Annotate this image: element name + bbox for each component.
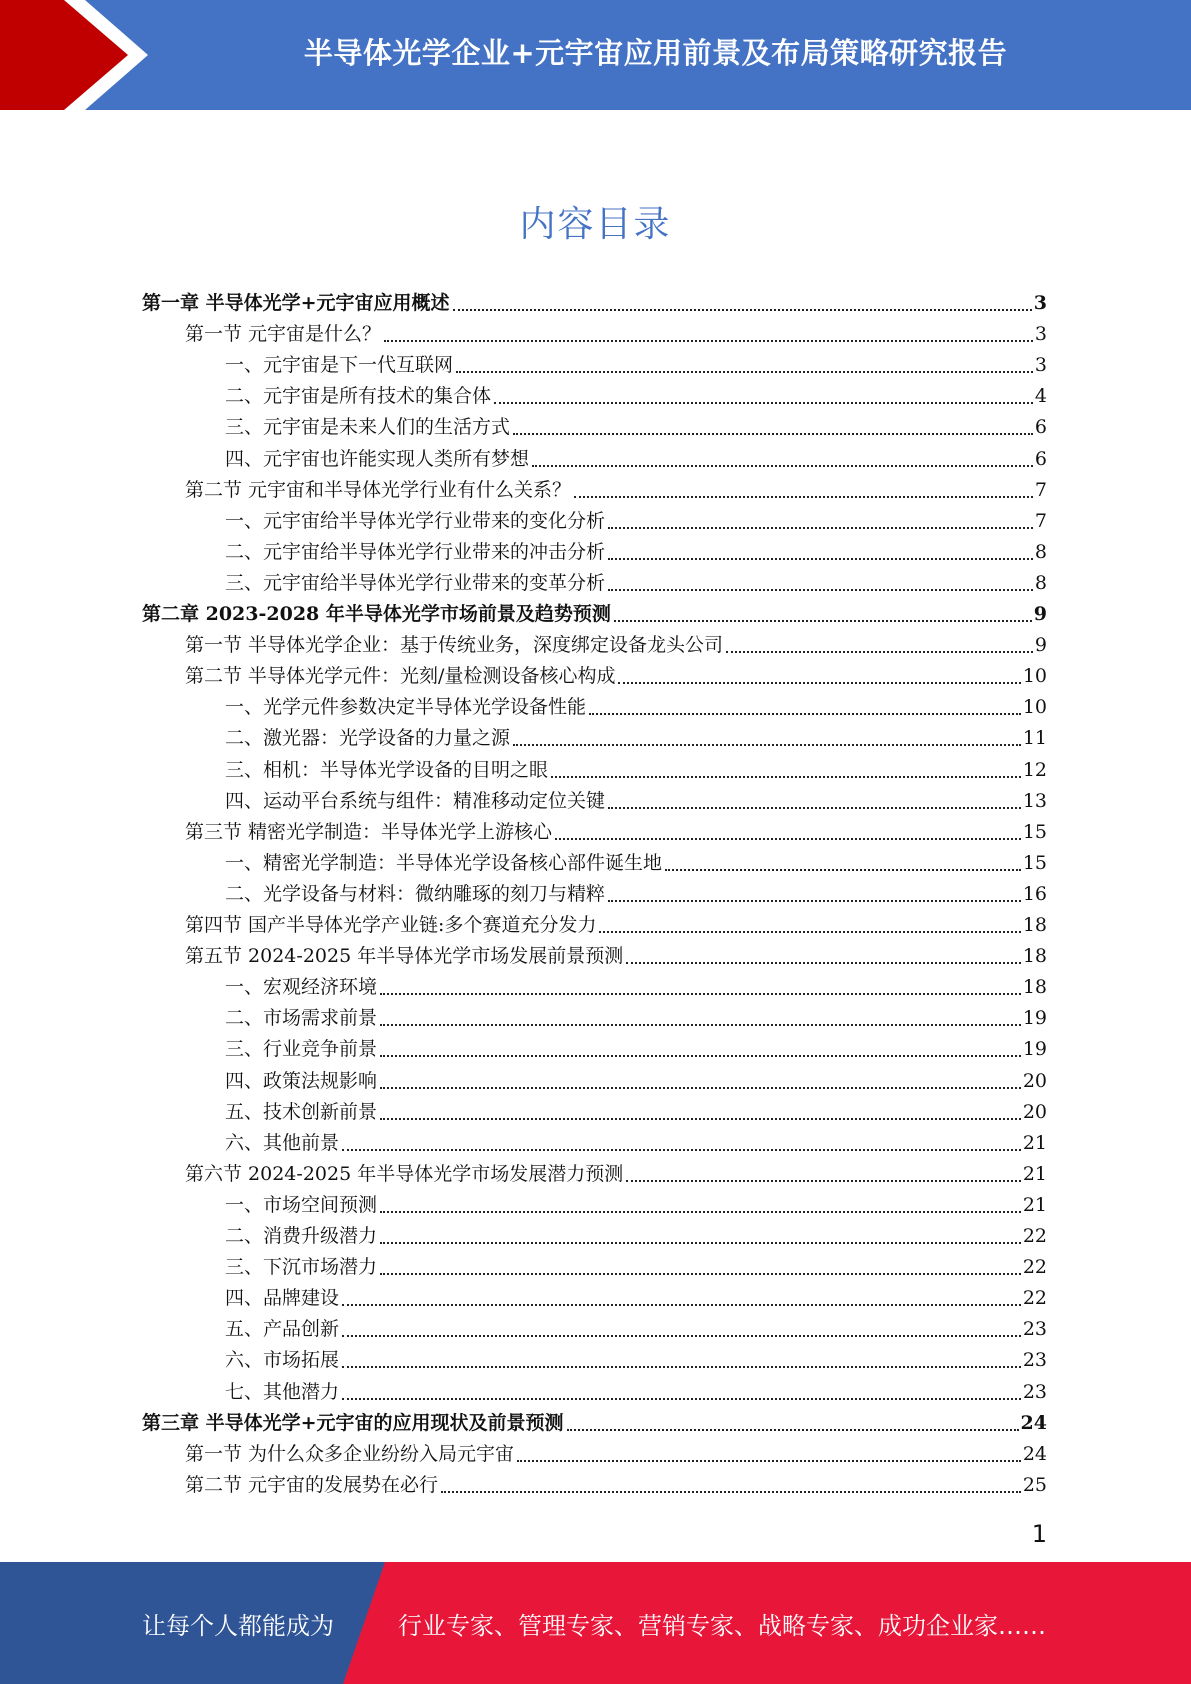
toc-section[interactable] [185, 906, 1047, 937]
toc-subsection[interactable] [225, 688, 1047, 719]
toc-page-number: 15 [1022, 851, 1047, 874]
toc-subsection[interactable] [225, 751, 1047, 782]
toc-entry-title: 一、市场空间预测 [225, 1193, 378, 1216]
toc-page-number: 4 [1034, 385, 1047, 408]
toc-leader-dots [441, 1490, 1021, 1493]
toc-subsection[interactable] [225, 719, 1047, 750]
toc-entry-title: 第二章 2023-2028 年半导体光学市场前景及趋势预测 [142, 603, 611, 625]
toc-subsection[interactable] [225, 968, 1047, 999]
toc-entry-title: 三、行业竞争前景 [225, 1038, 378, 1061]
footer-slogan: 让每个人都能成为 [142, 1611, 334, 1640]
toc-page-number: 18 [1022, 976, 1047, 999]
toc-subsection[interactable] [225, 564, 1047, 595]
toc-subsection[interactable] [225, 1217, 1047, 1248]
toc-subsection[interactable] [225, 502, 1047, 533]
toc-entry-title: 二、激光器：光学设备的力量之源 [225, 727, 511, 750]
toc-page-number: 19 [1022, 1007, 1047, 1030]
toc-chapter[interactable] [142, 595, 1047, 626]
toc-entry-title: 二、消费升级潜力 [225, 1225, 378, 1247]
toc-leader-dots [555, 837, 1021, 840]
toc-leader-dots [342, 1334, 1021, 1337]
toc-page-number: 23 [1022, 1349, 1047, 1372]
toc-page-number: 9 [1033, 603, 1047, 625]
toc-chapter[interactable] [142, 284, 1047, 315]
toc-entry-title: 六、市场拓展 [225, 1349, 340, 1372]
toc-subsection[interactable] [225, 1062, 1047, 1093]
toc-page-number: 6 [1034, 447, 1047, 470]
toc-entry-title: 第一章 半导体光学+元宇宙应用概述 [142, 292, 450, 314]
toc-subsection[interactable] [225, 1093, 1047, 1124]
toc-entry-title: 五、技术创新前景 [225, 1100, 378, 1123]
toc-page-number: 8 [1034, 540, 1047, 563]
toc-subsection[interactable] [225, 1310, 1047, 1341]
toc-leader-dots [342, 1148, 1021, 1151]
toc-leader-dots [453, 308, 1032, 311]
toc-leader-dots [599, 930, 1020, 933]
toc-page-number: 10 [1022, 665, 1047, 688]
toc-page-number: 21 [1022, 1193, 1047, 1216]
toc-page-number: 18 [1022, 914, 1047, 936]
toc-subsection[interactable] [225, 999, 1047, 1030]
toc-entry-title: 第二节 元宇宙的发展势在必行 [185, 1473, 439, 1496]
toc-entry-title: 第二节 元宇宙和半导体光学行业有什么关系？ [185, 478, 572, 501]
toc-page-number: 18 [1022, 945, 1047, 968]
toc-page-number: 6 [1034, 416, 1047, 439]
toc-entry-title: 一、元宇宙是下一代互联网 [225, 354, 454, 377]
toc-entry-title: 二、市场需求前景 [225, 1007, 378, 1030]
toc-leader-dots [626, 1179, 1021, 1182]
toc-section[interactable] [185, 657, 1047, 688]
toc-subsection[interactable] [225, 408, 1047, 439]
toc-page-number: 22 [1022, 1256, 1047, 1279]
toc-section[interactable] [185, 937, 1047, 968]
toc-entry-title: 四、品牌建设 [225, 1287, 340, 1310]
toc-leader-dots [626, 961, 1021, 964]
toc-leader-dots [456, 370, 1033, 373]
toc-page-number: 24 [1022, 1442, 1047, 1465]
toc-entry-title: 二、光学设备与材料：微纳雕琢的刻刀与精粹 [225, 882, 606, 905]
toc-section[interactable] [185, 1435, 1047, 1466]
toc-subsection[interactable] [225, 440, 1047, 471]
toc-page-number: 8 [1034, 571, 1047, 594]
toc-section[interactable] [185, 1155, 1047, 1186]
toc-leader-dots [513, 432, 1033, 435]
toc-leader-dots [380, 1210, 1021, 1213]
toc-leader-dots [342, 1303, 1021, 1306]
toc-subsection[interactable] [225, 1373, 1047, 1404]
toc-entry-title: 五、产品创新 [225, 1318, 340, 1341]
toc-leader-dots [342, 1397, 1021, 1400]
toc-entry-title: 一、元宇宙给半导体光学行业带来的变化分析 [225, 509, 606, 532]
toc-leader-dots [380, 1272, 1021, 1275]
toc-leader-dots [608, 588, 1033, 591]
toc-leader-dots [513, 743, 1021, 746]
toc-leader-dots [608, 526, 1033, 529]
toc-entry-title: 第三章 半导体光学+元宇宙的应用现状及前景预测 [142, 1411, 564, 1434]
toc-entry-title: 第五节 2024-2025 年半导体光学市场发展前景预测 [185, 945, 624, 968]
toc-leader-dots [726, 650, 1033, 653]
toc-section[interactable] [185, 813, 1047, 844]
toc-page-number: 24 [1020, 1411, 1047, 1434]
toc-page-number: 20 [1022, 1069, 1047, 1092]
toc-page-number: 9 [1034, 634, 1047, 657]
toc-section[interactable] [185, 1466, 1047, 1497]
toc-page-number: 22 [1022, 1225, 1047, 1247]
toc-leader-dots [574, 495, 1033, 498]
toc-subsection[interactable] [225, 844, 1047, 875]
toc-entry-title: 第二节 半导体光学元件：光刻/量检测设备核心构成 [185, 665, 616, 688]
toc-page-number: 11 [1022, 727, 1047, 750]
toc-entry-title: 二、元宇宙是所有技术的集合体 [225, 385, 492, 408]
toc-leader-dots [567, 1428, 1019, 1431]
toc-leader-dots [608, 899, 1021, 902]
toc-heading: 内容目录 [519, 204, 672, 245]
toc-entry-title: 一、宏观经济环境 [225, 976, 378, 999]
toc-page-number: 3 [1034, 354, 1047, 377]
toc-leader-dots [618, 681, 1020, 684]
toc-entry-title: 四、元宇宙也许能实现人类所有梦想 [225, 447, 530, 470]
toc-leader-dots [614, 619, 1032, 622]
footer-banner [0, 1562, 1191, 1684]
toc-entry-title: 三、元宇宙给半导体光学行业带来的变革分析 [225, 571, 606, 594]
toc-entry-title: 第一节 为什么众多企业纷纷入局元宇宙 [185, 1442, 515, 1465]
toc-leader-dots [532, 464, 1033, 467]
toc-page-number: 21 [1022, 1131, 1047, 1154]
toc-page-number: 7 [1034, 509, 1047, 532]
toc-subsection[interactable] [225, 533, 1047, 564]
toc-section[interactable] [185, 626, 1047, 657]
toc-page-number: 15 [1022, 820, 1047, 843]
toc-entry-title: 第三节 精密光学制造：半导体光学上游核心 [185, 820, 553, 843]
toc-leader-dots [380, 1054, 1021, 1057]
toc-leader-dots [608, 806, 1021, 809]
toc-page-number: 3 [1033, 292, 1047, 314]
toc-page-number: 23 [1022, 1318, 1047, 1341]
toc-section[interactable] [185, 315, 1047, 346]
toc-entry-title: 三、相机：半导体光学设备的目明之眼 [225, 758, 549, 781]
toc-leader-dots [380, 1117, 1021, 1120]
toc-leader-dots [384, 339, 1033, 342]
toc-entry-title: 一、精密光学制造：半导体光学设备核心部件诞生地 [225, 851, 663, 874]
toc-leader-dots [494, 401, 1033, 404]
toc-leader-dots [665, 868, 1021, 871]
toc-leader-dots [551, 775, 1021, 778]
toc-entry-title: 三、下沉市场潜力 [225, 1256, 378, 1279]
toc-page-number: 10 [1022, 696, 1047, 719]
toc-page-number: 23 [1022, 1380, 1047, 1403]
toc-subsection[interactable] [225, 346, 1047, 377]
toc-subsection[interactable] [225, 1124, 1047, 1155]
toc-entry-title: 三、元宇宙是未来人们的生活方式 [225, 416, 511, 439]
toc-leader-dots [608, 557, 1033, 560]
toc-leader-dots [517, 1459, 1021, 1462]
toc-page-number: 21 [1022, 1162, 1047, 1185]
toc-subsection[interactable] [225, 377, 1047, 408]
toc-page-number: 3 [1034, 323, 1047, 346]
toc-page-number: 16 [1022, 882, 1047, 905]
toc-entry-title: 第四节 国产半导体光学产业链:多个赛道充分发力 [185, 914, 597, 936]
toc-leader-dots [380, 1241, 1021, 1244]
toc-page-number: 13 [1022, 789, 1047, 812]
toc-subsection[interactable] [225, 1341, 1047, 1372]
toc-page-number: 19 [1022, 1038, 1047, 1061]
toc-leader-dots [380, 992, 1021, 995]
toc-page-number: 25 [1022, 1473, 1047, 1496]
toc-page-number: 20 [1022, 1100, 1047, 1123]
toc-leader-dots [342, 1365, 1021, 1368]
toc-subsection[interactable] [225, 1248, 1047, 1279]
toc-leader-dots [380, 1086, 1021, 1089]
toc-leader-dots [589, 712, 1021, 715]
toc-subsection[interactable] [225, 1279, 1047, 1310]
toc-subsection[interactable] [225, 782, 1047, 813]
toc-entry-title: 四、运动平台系统与组件：精准移动定位关键 [225, 789, 606, 812]
toc-entry-title: 第一节 元宇宙是什么？ [185, 323, 382, 346]
toc-page-number: 22 [1022, 1287, 1047, 1310]
toc-subsection[interactable] [225, 1186, 1047, 1217]
toc-page-number: 7 [1034, 478, 1047, 501]
toc-subsection[interactable] [225, 1030, 1047, 1061]
toc-entry-title: 七、其他潜力 [225, 1380, 340, 1403]
toc-entry-title: 六、其他前景 [225, 1131, 340, 1154]
footer-roles: 行业专家、管理专家、营销专家、战略专家、成功企业家…… [398, 1611, 1046, 1640]
toc-subsection[interactable] [225, 875, 1047, 906]
report-title: 半导体光学企业+元宇宙应用前景及布局策略研究报告 [303, 35, 1008, 70]
toc-leader-dots [380, 1023, 1021, 1026]
page-number: 1 [1031, 1520, 1047, 1548]
toc-entry-title: 第一节 半导体光学企业：基于传统业务，深度绑定设备龙头公司 [185, 634, 724, 657]
toc-entry-title: 二、元宇宙给半导体光学行业带来的冲击分析 [225, 540, 606, 563]
toc-section[interactable] [185, 471, 1047, 502]
toc-chapter[interactable] [142, 1404, 1047, 1435]
toc-entry-title: 一、光学元件参数决定半导体光学设备性能 [225, 696, 587, 719]
toc-page-number: 12 [1022, 758, 1047, 781]
toc-entry-title: 四、政策法规影响 [225, 1069, 378, 1092]
header-banner [0, 0, 1191, 110]
toc-entry-title: 第六节 2024-2025 年半导体光学市场发展潜力预测 [185, 1162, 624, 1185]
